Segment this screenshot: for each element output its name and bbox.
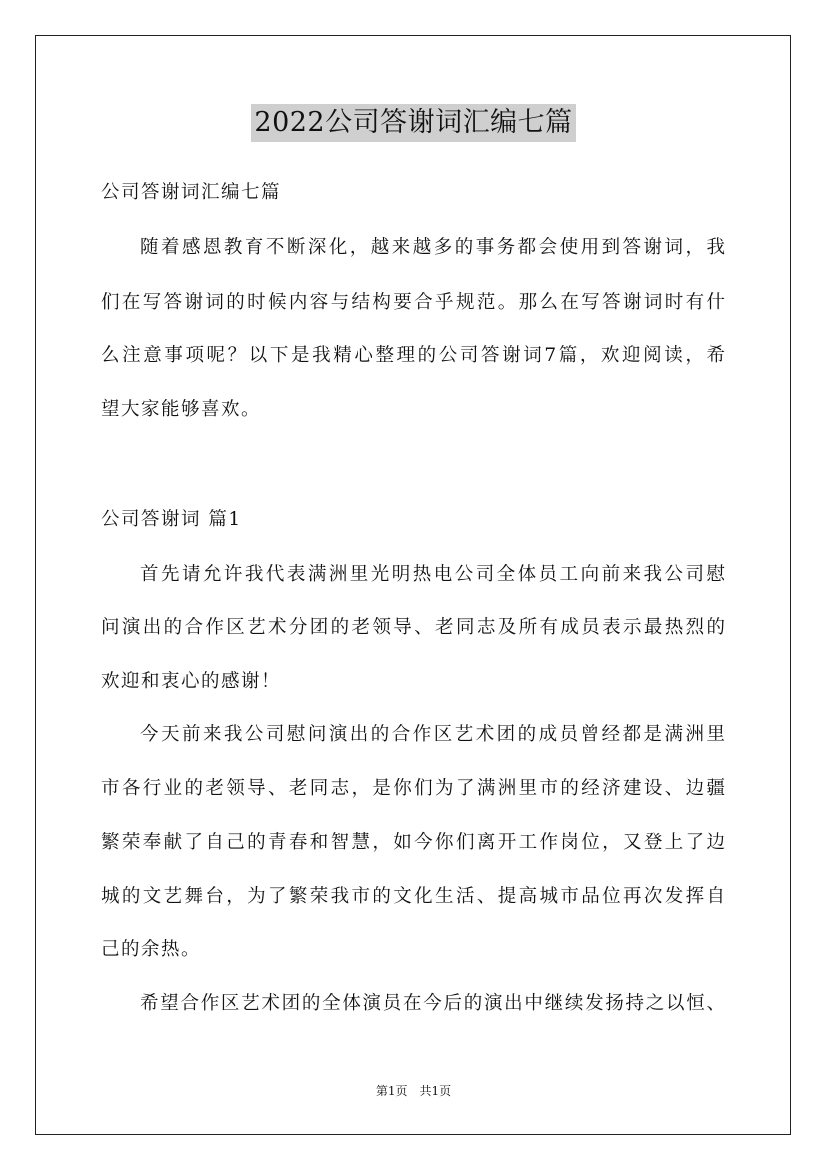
para1-line-2: 问演出的合作区艺术分团的老领导、老同志及所有成员表示最热烈的 <box>101 617 725 638</box>
para3-line-1: 希望合作区艺术团的全体演员在今后的演出中继续发扬持之以恒、 <box>140 993 725 1014</box>
section-heading: 公司答谢词 篇1 <box>101 509 242 530</box>
intro-line-1: 随着感恩教育不断深化，越来越多的事务都会使用到答谢词，我 <box>140 237 725 258</box>
para2-line-5: 己的余热。 <box>101 939 202 960</box>
para1-line-3: 欢迎和衷心的感谢！ <box>101 671 282 692</box>
para2-line-2: 市各行业的老领导、老同志，是你们为了满洲里市的经济建设、边疆 <box>101 778 725 799</box>
document-subtitle: 公司答谢词汇编七篇 <box>101 182 282 203</box>
intro-line-3: 么注意事项呢？以下是我精心整理的公司答谢词7篇，欢迎阅读，希 <box>101 345 725 366</box>
page-footer <box>0 1083 827 1099</box>
intro-line-2: 们在写答谢词的时候内容与结构要合乎规范。那么在写答谢词时有什 <box>101 292 725 313</box>
para2-line-3: 繁荣奉献了自己的青春和智慧，如今你们离开工作岗位，又登上了边 <box>101 832 725 853</box>
title-container <box>0 104 827 142</box>
page-number: 第1页 <box>375 1084 408 1098</box>
intro-line-4: 望大家能够喜欢。 <box>101 399 262 420</box>
para2-line-4: 城的文艺舞台，为了繁荣我市的文化生活、提高城市品位再次发挥自 <box>101 886 725 907</box>
document-title: 2022公司答谢词汇编七篇 <box>251 104 575 142</box>
para1-line-1: 首先请允许我代表满洲里光明热电公司全体员工向前来我公司慰 <box>140 564 725 585</box>
page-total: 共1页 <box>419 1084 452 1098</box>
para2-line-1: 今天前来我公司慰问演出的合作区艺术团的成员曾经都是满洲里 <box>140 724 725 745</box>
